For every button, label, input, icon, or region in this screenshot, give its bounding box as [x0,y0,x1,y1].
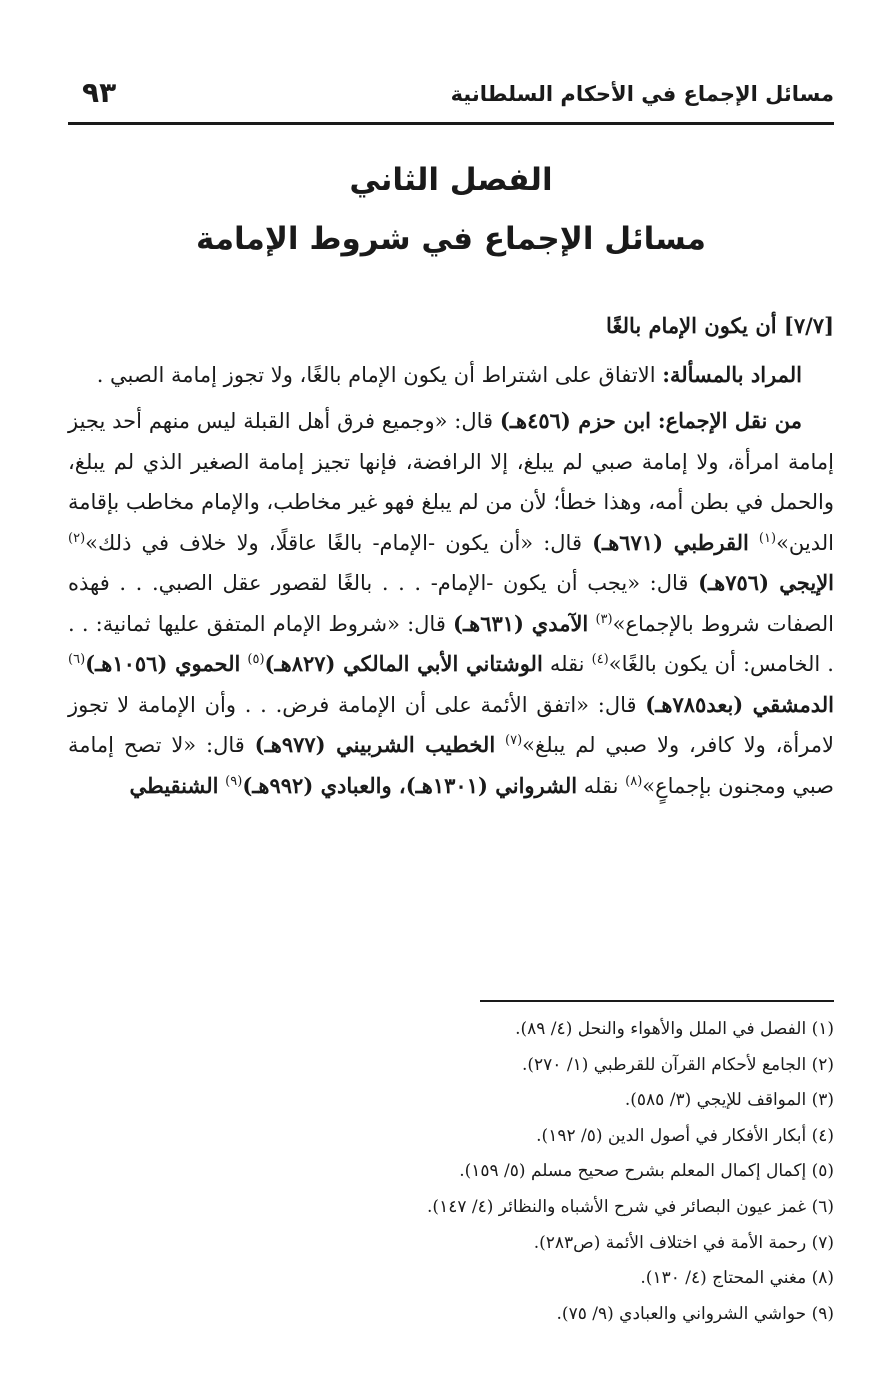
scholar-name: الخطيب الشربيني (٩٧٧هـ) [254,732,496,757]
footnote-item: (٩) حواشي الشرواني والعبادي (٩/ ٧٥). [556,1303,834,1324]
body-segment: قال: «يجب أن يكون -الإمام- . . . بالغًا لقصور عقل الصبي. . . فهذه الصفات شروط بالإجماع» [68,571,834,636]
running-title: مسائل الإجماع في الأحكام السلطانية [450,82,834,106]
scholar-name: الشنقيطي [129,772,219,798]
scholar-name: الوشتاني الأبي المالكي (٨٢٧هـ) [264,651,543,676]
footnote-rule [480,1000,834,1002]
scholar-name: الآمدي (٦٣١هـ) [453,610,589,636]
footnotes-list [68,1012,834,1332]
meaning-label: المراد بالمسألة: [662,361,802,387]
chapter-heading [68,152,834,270]
footnote-item: (٤) أبكار الأفكار في أصول الدين (٥/ ١٩٢). [536,1125,834,1146]
section-heading: [٧/٧] أن يكون الإمام بالغًا [606,313,834,338]
footnote-item: (٢) الجامع لأحكام القرآن للقرطبي (١/ ٢٧٠). [521,1054,834,1075]
body-segment: نقله [577,773,626,798]
scholar-name: الشرواني (١٣٠١هـ)، والعبادي (٩٩٢هـ) [242,772,578,798]
footnote-marker: (٤) [591,652,609,667]
scholar-name: الإيجي (٧٥٦هـ) [698,570,834,595]
footnote-item: (٧) رحمة الأمة في اختلاف الأئمة (ص٢٨٣). [533,1232,834,1253]
header-rule [68,122,834,125]
body-segment: نقله [542,652,592,676]
footnote-marker: (٩) [225,773,243,789]
body-segment: قال: «وجميع فرق أهل القبلة ليس منهم أحد يجيز إمامة امرأة، ولا إمامة صبي لم يبلغ، إلا الرافضة، فإنها تجيز إمامة الصغير الذي لم يبلغ، والحمل في بطن أمه، وهذا خطأ؛ لأن من لم يبلغ فهو غير مخاطب، والإمام مخاطب بإقامة الدين» [68,409,834,555]
chapter-number: الفصل الثاني [349,162,553,198]
page-number: ٩٣ [82,76,117,109]
body-segment: قال: «شروط الإمام المتفق عليها ثمانية: . . . الخامس: أن يكون بالغًا» [68,611,834,676]
body-segment: قال: «لا تصح إمامة صبي ومجنون بإجماعٍ» [68,733,834,798]
body-segment [495,733,505,757]
transmitters-label: من نقل الإجماع: [657,408,802,433]
footnote-marker: (٥) [247,652,265,667]
body-segment [651,409,658,433]
footnote-item: (١) الفصل في الملل والأهواء والنحل (٤/ ٨٩). [515,1019,834,1039]
scholar-name: القرطبي (٦٧١هـ) [592,529,749,555]
footnote-item: (٨) مغني المحتاج (٤/ ١٣٠). [640,1268,834,1289]
footnote-marker: (٧) [505,733,523,748]
scholar-name: ابن حزم (٤٥٦هـ) [499,408,652,433]
meaning-paragraph [68,355,834,396]
scholar-name: الدمشقي (بعد٧٨٥هـ) [645,691,834,717]
body-segment [749,531,759,555]
meaning-text: الاتفاق على اشتراط أن يكون الإمام بالغًا، ولا تجوز إمامة الصبي . [96,362,663,387]
footnote-marker: (٢) [68,530,86,546]
body-segment: قال: «أن يكون -الإمام- بالغًا عاقلًا، ولا خلاف في ذلك» [85,530,593,555]
footnote-item: (٣) المواقف للإيجي (٣/ ٥٨٥). [624,1090,834,1111]
footnote-marker: (٣) [595,611,613,627]
chapter-title: مسائل الإجماع في شروط الإمامة [196,221,706,257]
body-text [68,306,834,812]
footnote-item: (٦) غمز عيون البصائر في شرح الأشباه والنظائر (٤/ ١٤٧). [427,1196,834,1217]
body-segment: قال: «اتفق الأئمة على أن الإمامة فرض. . . وأن الإمامة لا تجوز لامرأة، ولا كافر، ولا صبي لم يبلغ» [68,692,835,757]
transmitters-paragraph [68,401,834,806]
page-header [68,72,834,122]
scholar-name: الحموي (١٠٥٦هـ) [85,651,241,676]
footnote-marker: (١) [758,530,777,546]
footnote-marker: (٨) [625,773,643,789]
footnote-marker: (٦) [68,652,86,667]
footnote-item: (٥) إكمال إكمال المعلم بشرح صحيح مسلم (٥/ ١٥٩). [459,1161,834,1182]
